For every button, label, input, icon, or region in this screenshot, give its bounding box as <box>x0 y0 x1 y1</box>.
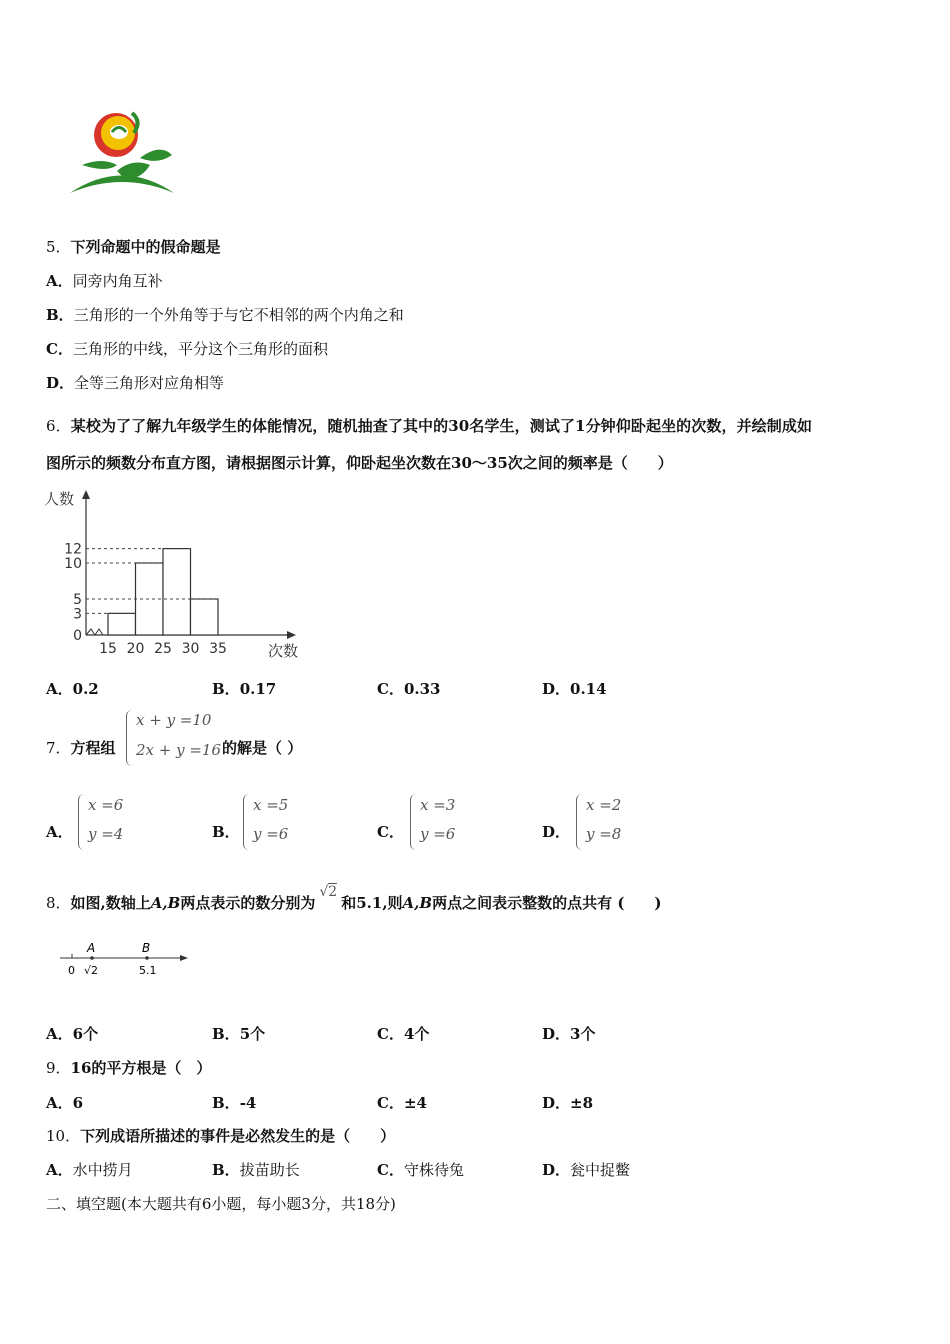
x-axis-arrow <box>287 631 296 639</box>
histogram-bar <box>191 599 219 635</box>
y-tick-label: 3 <box>73 606 82 623</box>
logo-image <box>62 103 182 199</box>
q9-option-b: B．-4 <box>212 1094 257 1112</box>
q9-option-c: C．±4 <box>377 1094 427 1112</box>
q7-equation-1: x + y =10 <box>136 711 212 729</box>
y-axis-arrow <box>82 490 90 499</box>
section-2-heading: 二、填空题(本大题共有6小题，每小题3分，共18分) <box>46 1195 396 1213</box>
q7-option-a: x =6 y =4 <box>78 794 148 850</box>
q8-option-a: A．6个 <box>46 1025 99 1043</box>
histogram-chart <box>40 488 310 663</box>
y-tick-label: 5 <box>73 592 82 608</box>
q6-option-d: D．0.14 <box>542 680 607 698</box>
number-line-tick-0: 0 <box>68 964 75 977</box>
q5-text: 下列命题中的假命题是 <box>70 238 221 256</box>
x-tick-label: 25 <box>154 641 172 657</box>
q7-option-b: x =5 y =6 <box>243 794 313 850</box>
q10-option-a: A．水中捞月 <box>46 1161 133 1179</box>
q5-option-a: A．同旁内角互补 <box>46 272 163 290</box>
q8-option-d: D．3个 <box>542 1025 596 1043</box>
number-line-tick-b: 5.1 <box>139 964 157 977</box>
x-axis-label: 次数 <box>268 642 299 660</box>
q7-option-d: x =2 y =8 <box>576 794 646 850</box>
q9-option-d: D．±8 <box>542 1094 594 1112</box>
x-tick-label: 15 <box>99 641 117 657</box>
q8-option-c: C．4个 <box>377 1025 430 1043</box>
axis-break <box>86 629 103 635</box>
histogram-bar <box>108 613 136 635</box>
q7-equation-2: 2x + y =16 <box>136 741 222 759</box>
q6-option-c: C．0.33 <box>377 680 441 698</box>
q8-stem: 8．如图,数轴上A,B两点表示的数分别为√2和5.1,则A,B两点之间表示整数的点共有 ( ) <box>46 884 662 912</box>
q7-option-c: x =3 y =6 <box>410 794 480 850</box>
histogram-bar <box>163 549 191 635</box>
x-tick-label: 20 <box>126 641 145 657</box>
number-line-figure <box>55 938 195 983</box>
number-line-tick-a: √2 <box>84 964 99 977</box>
q5-stem <box>46 236 221 257</box>
q10-stem: 10．下列成语所描述的事件是必然发生的是（ ） <box>46 1127 396 1145</box>
q7-equation-system <box>126 710 226 766</box>
q9-option-a: A．6 <box>46 1094 84 1112</box>
y-tick-label: 0 <box>73 628 82 644</box>
q10-option-d: D．瓮中捉鳖 <box>542 1161 631 1179</box>
number-line-label-b: B <box>142 941 151 955</box>
q5-option-b: B．三角形的一个外角等于与它不相邻的两个内角之和 <box>46 306 404 324</box>
q7-option-b-label: B． <box>212 823 240 841</box>
q5-option-c: C．三角形的中线，平分这个三角形的面积 <box>46 340 328 358</box>
q5-number: 5． <box>46 238 71 256</box>
q7-option-a-label: A． <box>46 823 73 841</box>
y-tick-label: 12 <box>64 541 82 558</box>
y-axis-label: 人数 <box>44 490 75 508</box>
q6-option-b: B．0.17 <box>212 680 277 698</box>
q7-stem-pre: 7．方程组 <box>46 739 116 757</box>
number-line-label-a: A <box>87 941 96 955</box>
x-tick-label: 30 <box>181 641 200 657</box>
q6-stem-line1: 6．某校为了了解九年级学生的体能情况，随机抽查了其中的30名学生，测试了1分钟仰卧起坐的次数，并绘制成如 <box>46 417 813 435</box>
q7-stem-post: 的解是（ ） <box>222 739 303 757</box>
q7-option-d-label: D． <box>542 823 571 841</box>
q6-stem-line2: 图所示的频数分布直方图，请根据图示计算，仰卧起坐次数在30～35次之间的频率是（ ） <box>46 454 673 472</box>
q8-sqrt: √2 <box>319 884 338 900</box>
x-tick-label: 35 <box>209 641 227 657</box>
q7-option-c-label: C． <box>377 823 404 841</box>
q9-stem: 9．16的平方根是（ ） <box>46 1059 212 1077</box>
q8-option-b: B．5个 <box>212 1025 266 1043</box>
q10-option-c: C．守株待兔 <box>377 1161 464 1179</box>
y-tick-label: 10 <box>64 556 82 572</box>
q6-option-a: A．0.2 <box>46 680 99 698</box>
q10-option-b: B．拔苗助长 <box>212 1161 300 1179</box>
q5-option-d: D．全等三角形对应角相等 <box>46 374 225 392</box>
